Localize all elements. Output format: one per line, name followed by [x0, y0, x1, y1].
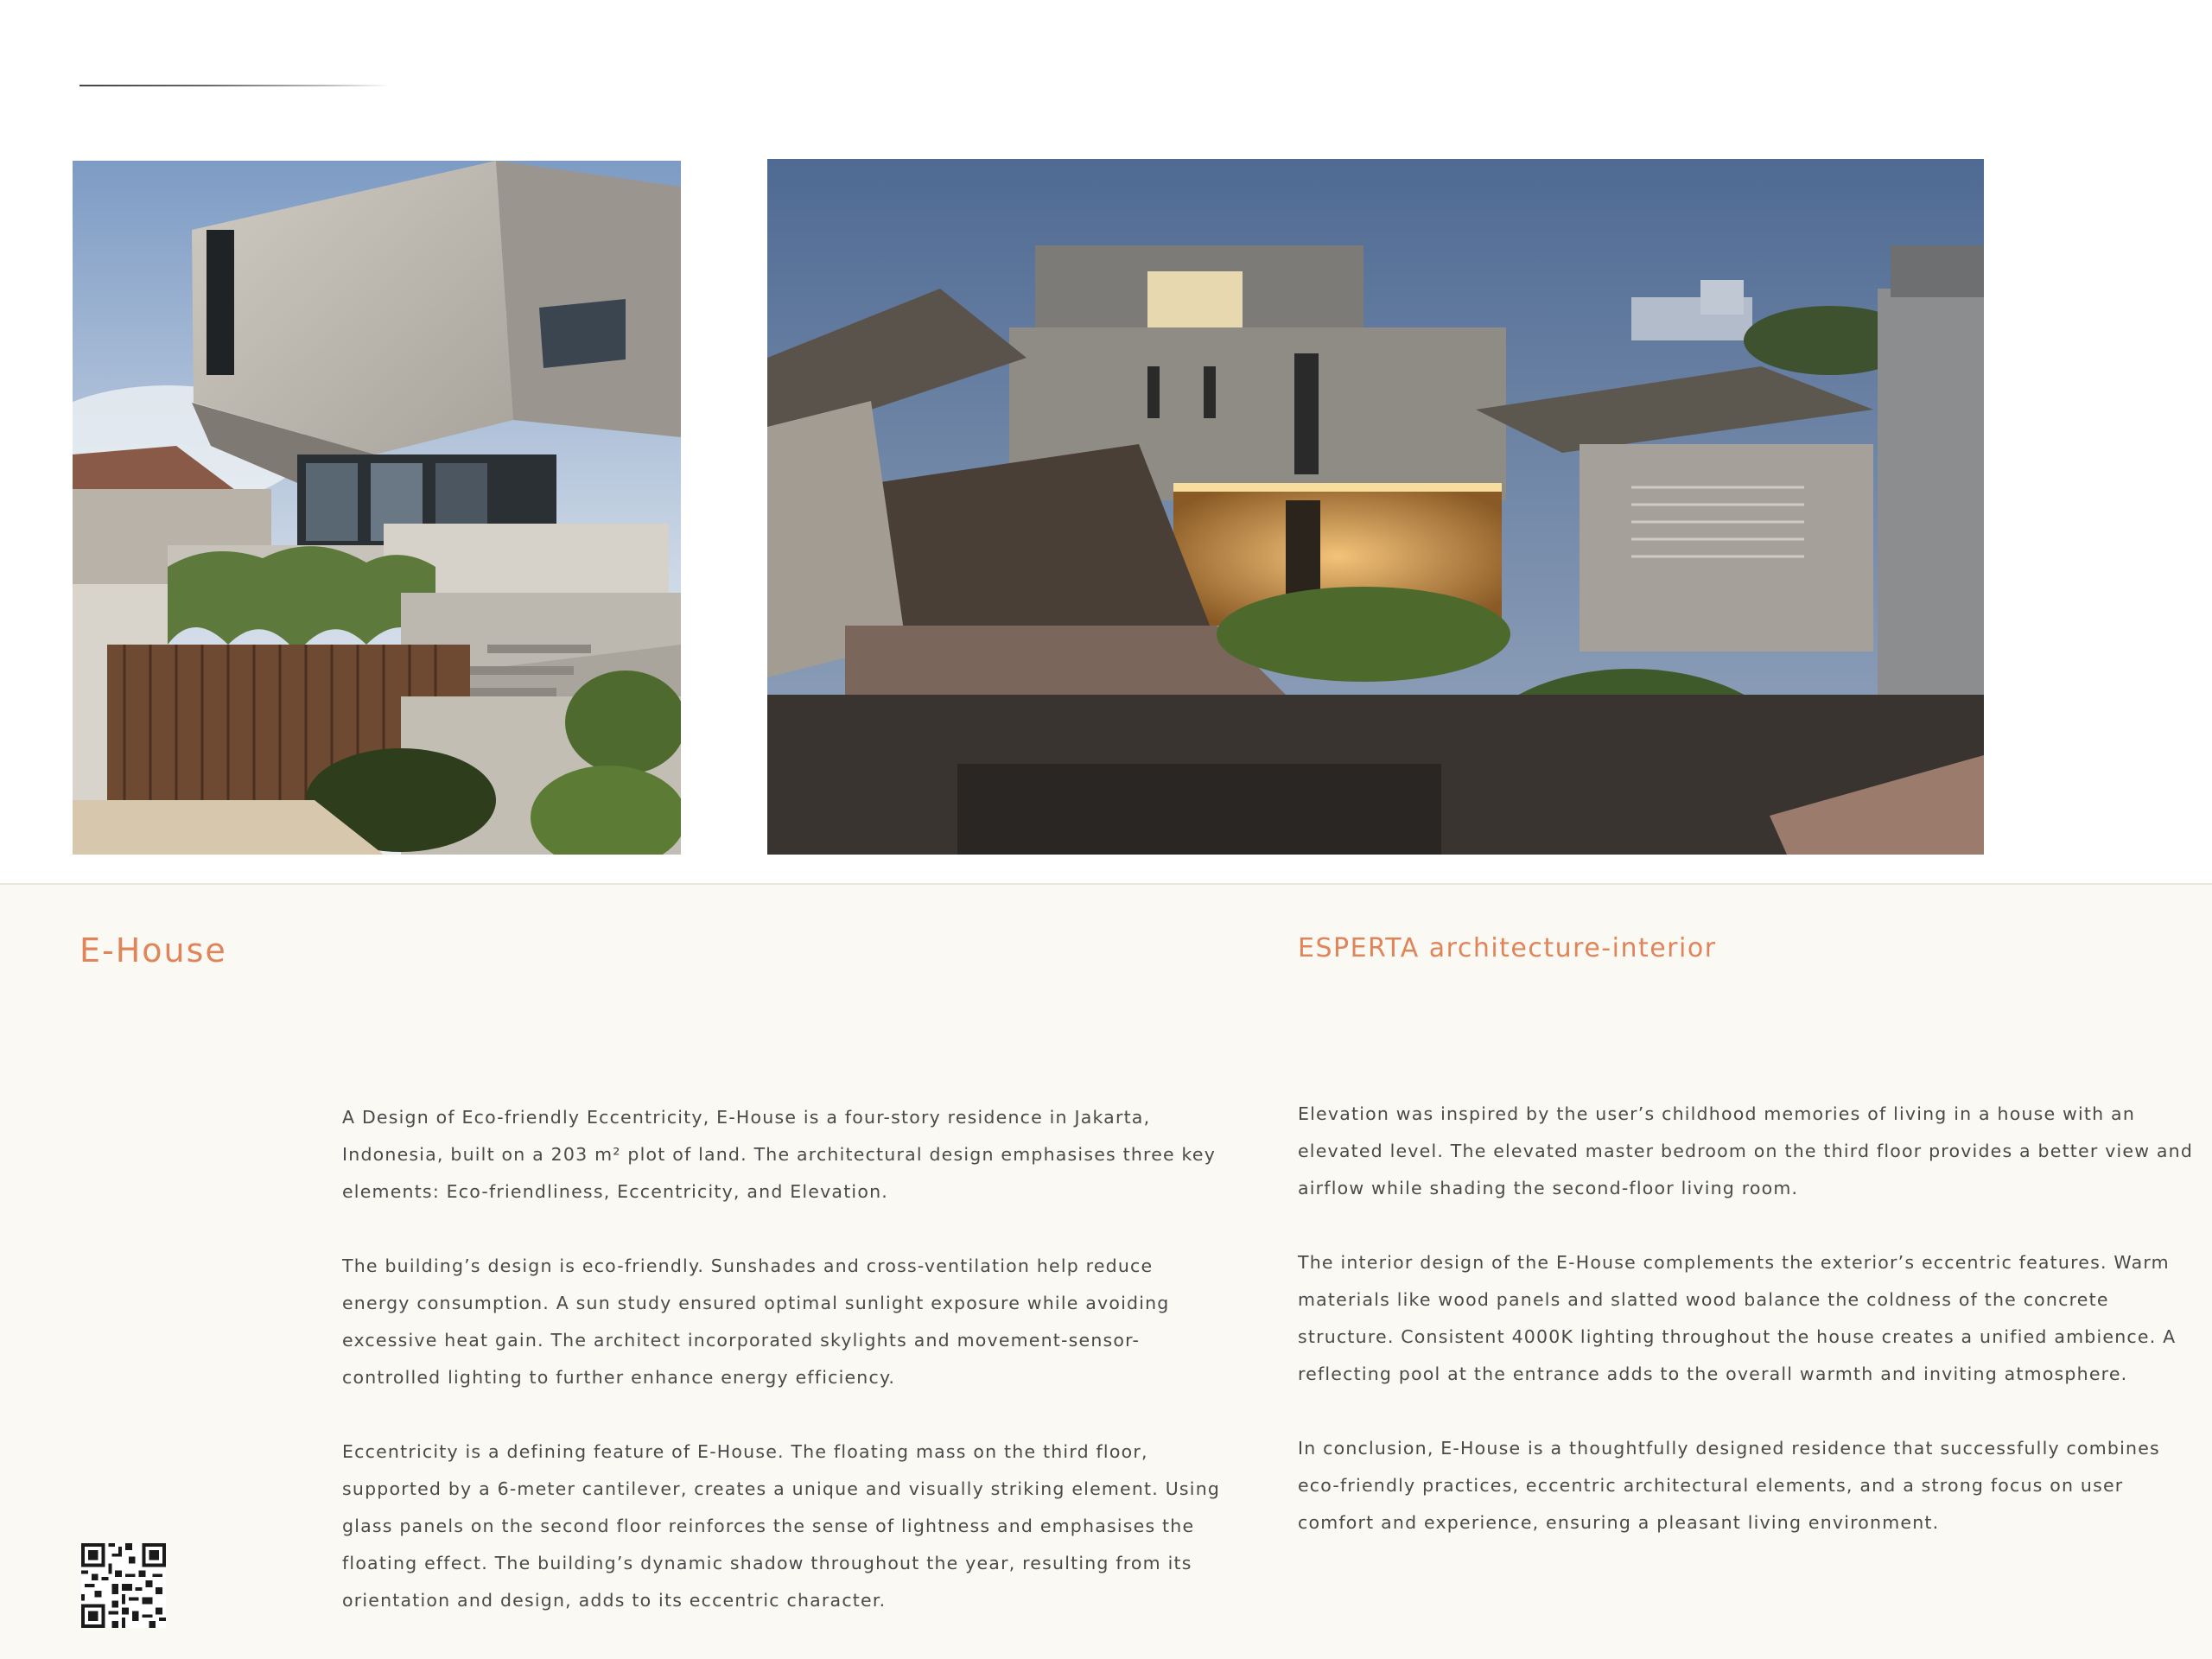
description-column-right: [1298, 1096, 2196, 1579]
description-column-left: [342, 1099, 1224, 1656]
paragraph: Elevation was inspired by the user’s childhood memories of living in a house with an elevated level. The elevated master bedroom on the third floor provides a better view and airflow while shading the second-floor living room.: [1298, 1103, 2194, 1198]
paragraph: In conclusion, E-House is a thoughtfully designed residence that successfully combines eco-friendly practices, eccentric architectural elements, and a strong focus on user comfort and experience, ensuring a pleasant living environment.: [1298, 1438, 2160, 1533]
firm-name: ESPERTA architecture-interior: [1298, 933, 1717, 963]
paragraph: Eccentricity is a defining feature of E-House. The floating mass on the third floor, supported by a 6-meter cantilever, creates a unique and visually striking element. Using glass panels on the second floor reinforces the sense of lightness and emphasises the floating effect. The building’s dynamic shadow throughout the year, resulting from its orientation and design, adds to its eccentric character.: [342, 1441, 1221, 1611]
qr-code-icon[interactable]: [81, 1543, 166, 1628]
paragraph: The building’s design is eco-friendly. Sunshades and cross-ventilation help reduce energy consumption. A sun study ensured optimal sunlight exposure while avoiding excessive heat gain. The architect incorporated skylights and movement-sensor-controlled lighting to further enhance energy efficiency.: [342, 1255, 1170, 1388]
house-exterior-day-photo: [73, 161, 681, 855]
house-exterior-dusk-photo: [767, 159, 1984, 855]
project-title: E-House: [79, 931, 227, 969]
paragraph: The interior design of the E-House complements the exterior’s eccentric features. Warm materials like wood panels and slatted wood balance the coldness of the concrete structure. Consistent 4000K lighting throughout the house creates a unified ambience. A reflecting pool at the entrance adds to the overall warmth and inviting atmosphere.: [1298, 1252, 2177, 1384]
top-divider-rule: [79, 85, 391, 86]
paragraph: A Design of Eco-friendly Eccentricity, E-House is a four-story residence in Jakarta, Indonesia, built on a 203 m² plot of land. The architectural design emphasises three key elements: Eco-friendliness, Eccentricity, and Elevation.: [342, 1107, 1217, 1202]
